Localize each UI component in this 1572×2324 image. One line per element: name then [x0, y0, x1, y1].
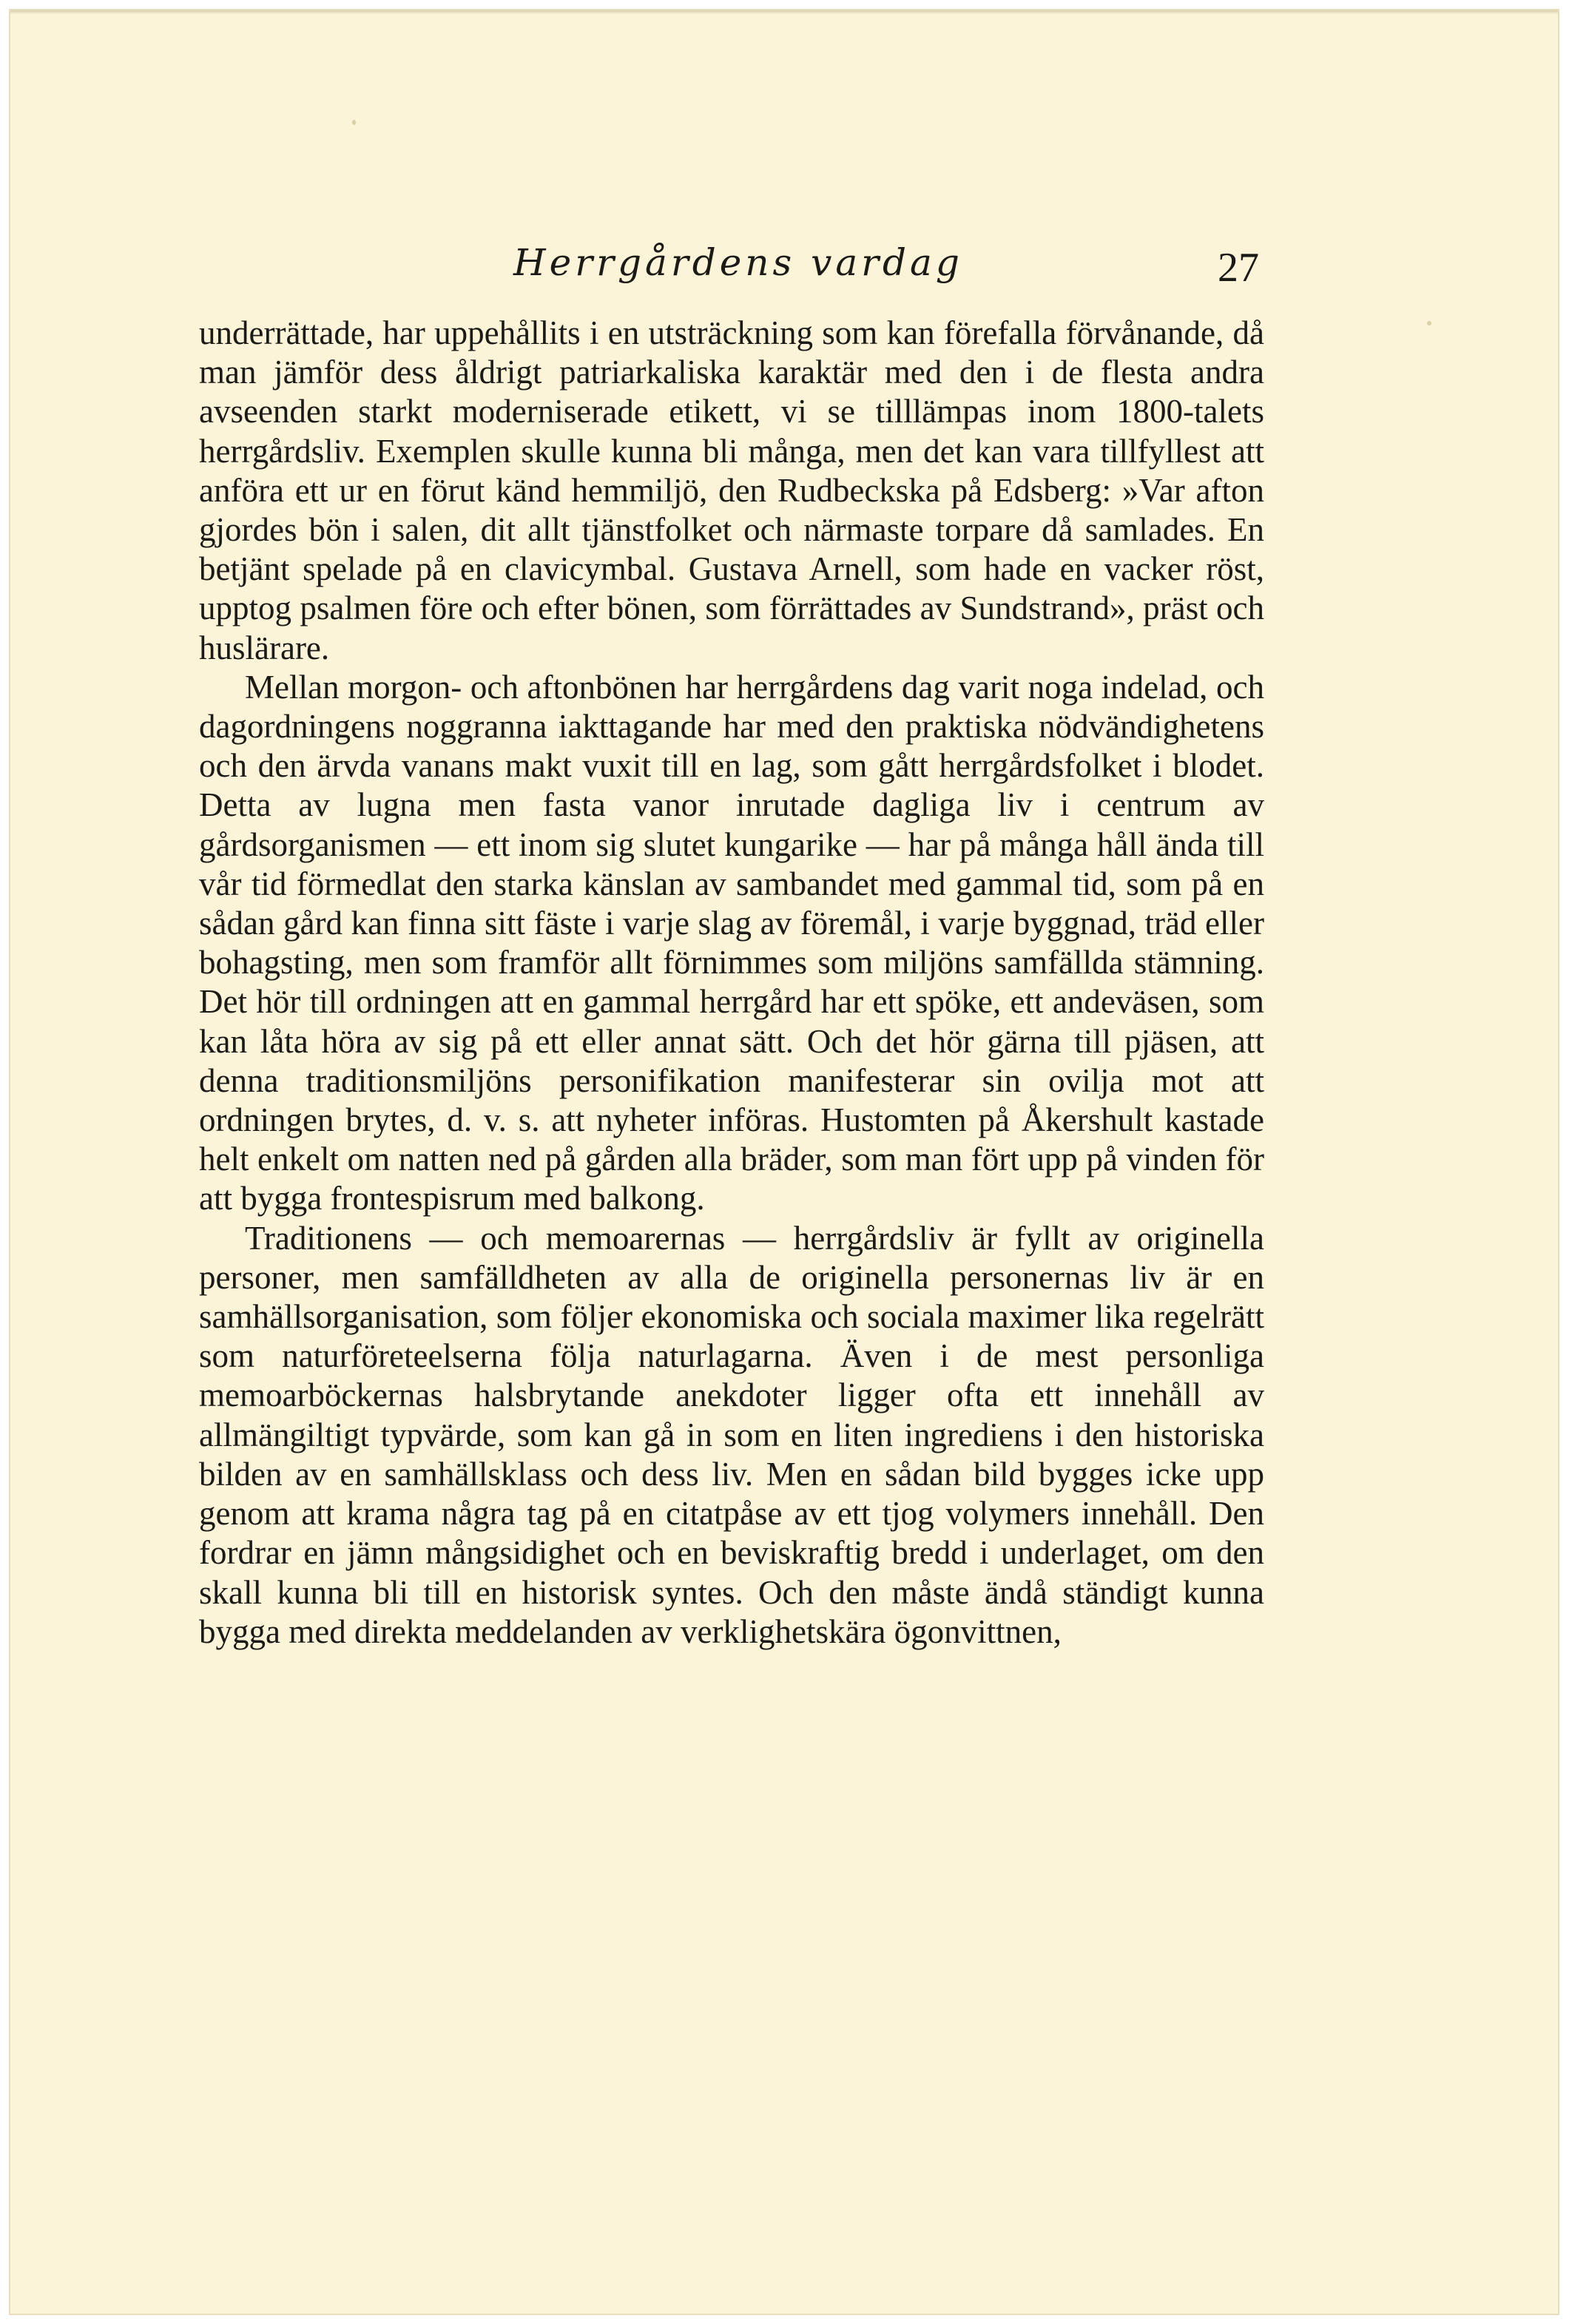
paper-speck [1427, 321, 1431, 325]
running-title: Herrgårdens vardag [513, 241, 963, 284]
paragraph: underrättade, har uppehållits i en utsträckning som kan förefalla förvånande, då man jämför dess åldrigt patriarkaliska karaktär med den i de flesta andra avseenden starkt moderniserade etikett, vi se tilllämpas inom 1800-talets herrgårdsliv. Exemplen skulle kunna bli många, men det kan vara tillfyllest att anföra ett ur en förut känd hemmiljö, den Rudbeckska på Edsberg: »Var afton gjordes bön i salen, dit allt tjänstfolket och närmaste torpare då samlades. En betjänt spelade på en clavicymbal. Gustava Arnell, som hade en vacker röst, upptog psalmen före och efter bönen, som förrättades av Sundstrand», präst och huslärare. [199, 314, 1264, 666]
paragraph: Mellan morgon- och aftonbönen har herrgårdens dag varit noga indelad, och dagordningens noggranna iakttagande har med den praktiska nödvändighetens och den ärvda vanans makt vuxit till en lag, som gått herrgårdsfolket i blodet. Detta av lugna men fasta vanor inrutade dagliga liv i centrum av gårdsorganismen — ett inom sig slutet kungarike — har på många håll ända till vår tid förmedlat den starka känslan av sambandet med gammal tid, som på en sådan gård kan finna sitt fäste i varje slag av föremål, i varje byggnad, träd eller bohagsting, men som framför allt förnimmes som miljöns samfällda stämning. Det hör till ordningen att en gammal herrgård har ett spöke, ett andeväsen, som kan låta höra av sig på ett eller annat sätt. Och det hör gärna till pjäsen, att denna traditionsmiljöns personifikation manifesterar sin ovilja mot att ordningen brytes, d. v. s. att nyheter införas. Hustomten på Åkershult kastade helt enkelt om natten ned på gården alla bräder, som man fört upp på vinden för att bygga frontespisrum med balkong. [199, 668, 1264, 1217]
page-top-edge [10, 10, 1558, 14]
page-header [10, 241, 1558, 300]
paper-speck [352, 120, 356, 125]
body-text [199, 314, 1264, 1652]
page-number: 27 [1218, 245, 1259, 291]
book-page [9, 9, 1559, 2315]
paragraph: Traditionens — och memoarernas — herrgårdsliv är fyllt av originella personer, men samfälldheten av alla de originella personernas liv är en samhällsorganisation, som följer ekonomiska och sociala maximer lika regelrätt som naturföreteelserna följa naturlagarna. Även i de mest personliga memoarböckernas halsbrytande anekdoter ligger ofta ett innehåll av allmängiltigt typvärde, som kan gå in som en liten ingrediens i den historiska bilden av en samhällsklass och dess liv. Men en sådan bild bygges icke upp genom att krama några tag på en citatpåse av ett tjog volymers innehåll. Den fordrar en jämn mångsidighet och en beviskraftig bredd i underlaget, om den skall kunna bli till en historisk syntes. Och den måste ändå ständigt kunna bygga med direkta meddelanden av verklighetskära ögonvittnen, [199, 1219, 1264, 1650]
